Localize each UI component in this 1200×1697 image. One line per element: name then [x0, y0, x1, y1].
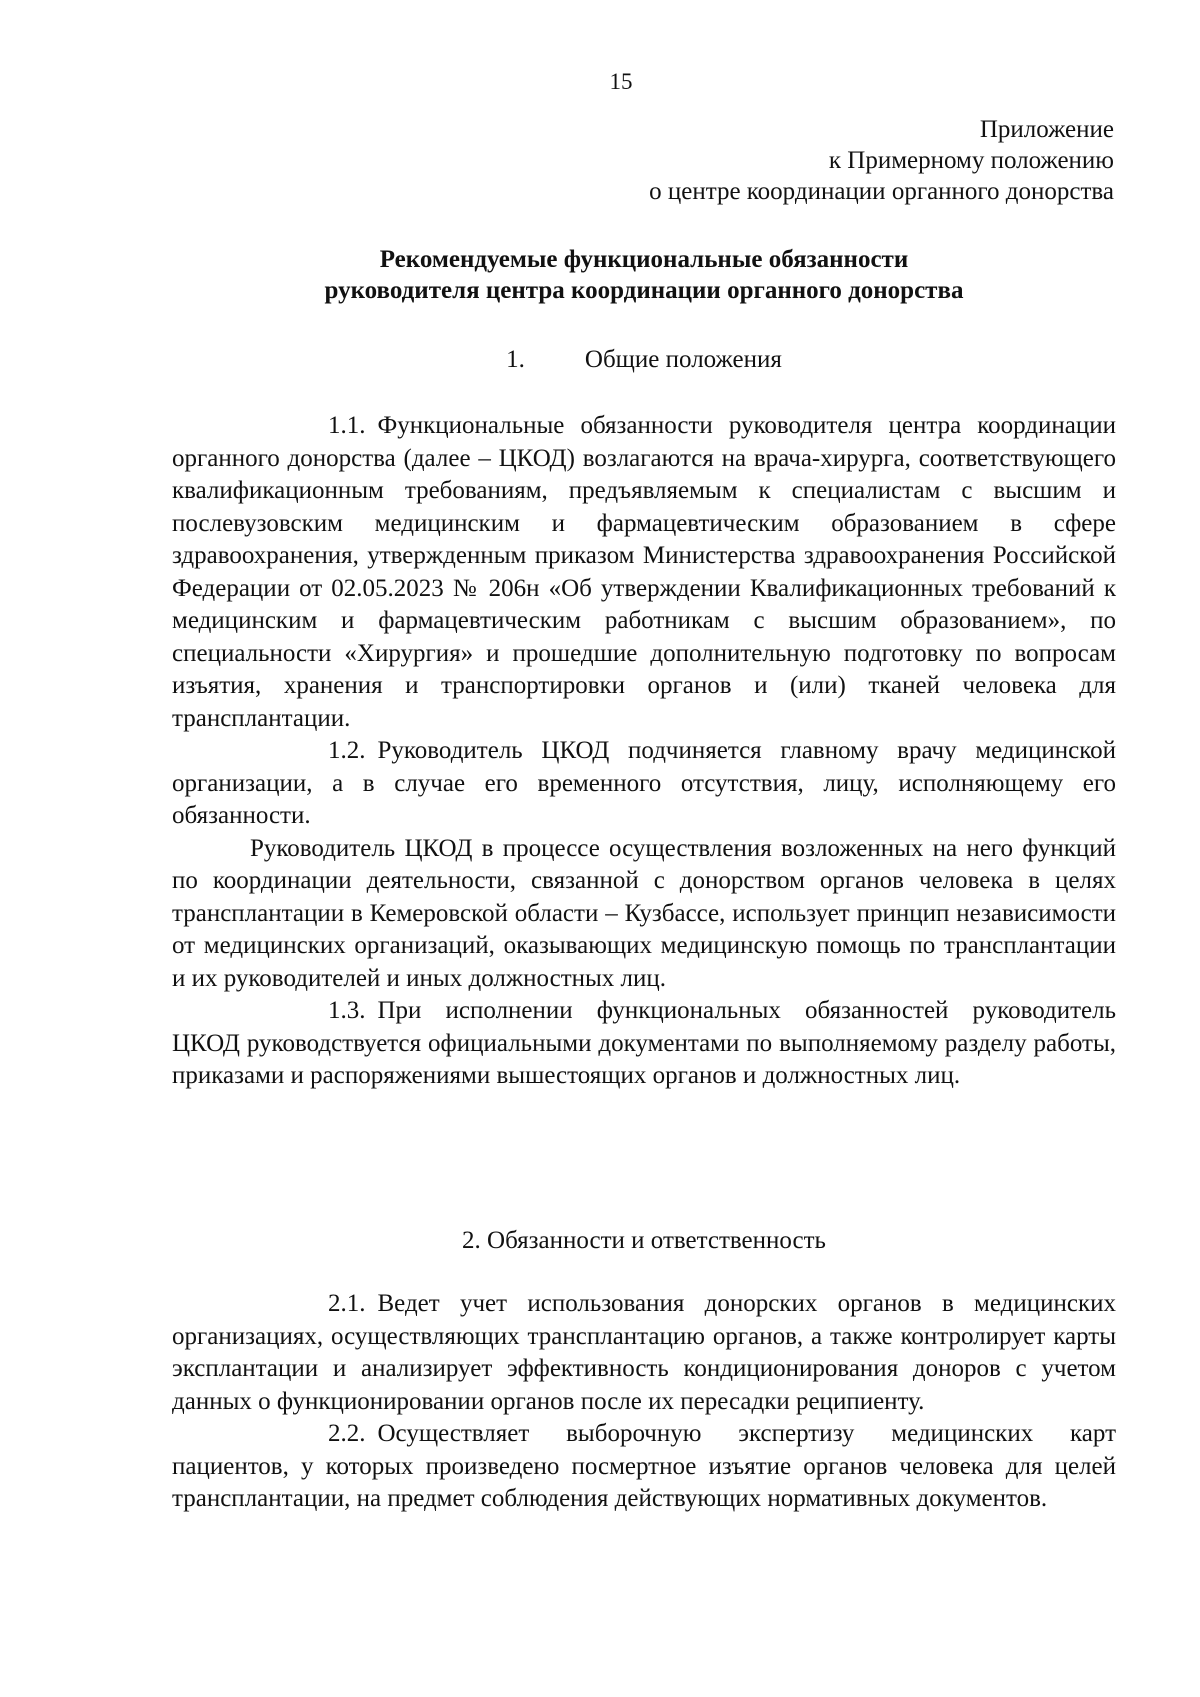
paragraph-number: 1.2. — [328, 737, 366, 764]
appendix-line-2: к Примерному положению — [828, 147, 1114, 174]
paragraph-text: Осуществляет выборочную экспертизу медицинских карт пациентов, у которых произведено посмертное изъятие органов человека для целей трансплантации, на предмет соблюдения действующих нормативных документов. — [172, 1420, 1116, 1512]
appendix-reference — [649, 114, 1114, 207]
paragraph-text: Ведет учет использования донорских органов в медицинских организациях, осуществляющих трансплантацию органов, а также контролирует карты эксплантации и анализирует эффективность кондиционирования доноров с учетом данных о функционировании органов после их пересадки реципиенту. — [172, 1290, 1116, 1415]
section-1-body — [172, 410, 1116, 1093]
title-line-2: руководителя центра координации органного донорства — [324, 277, 964, 304]
section-2-heading: 2. Обязанности и ответственность — [462, 1227, 826, 1254]
paragraph-1-2-continued — [172, 833, 1116, 996]
paragraph-text: При исполнении функциональных обязанностей руководитель ЦКОД руководствуется официальными документами по выполняемому разделу работы, приказами и распоряжениями вышестоящих органов и должностных лиц. — [172, 997, 1116, 1089]
appendix-line-3: о центре координации органного донорства — [649, 178, 1114, 205]
section-1-heading — [172, 344, 1116, 375]
appendix-line-1: Приложение — [979, 116, 1114, 143]
paragraph-1-3 — [172, 995, 1116, 1093]
paragraph-text: Руководитель ЦКОД подчиняется главному врачу медицинской организации, а в случае его временного отсутствия, лицу, исполняющему его обязанности. — [172, 737, 1116, 829]
paragraph-number: 1.3. — [328, 997, 366, 1024]
title-line-1: Рекомендуемые функциональные обязанности — [379, 246, 909, 273]
paragraph-number: 1.1. — [328, 412, 366, 439]
section-1-title: Общие положения — [584, 346, 782, 373]
paragraph-2-2 — [172, 1418, 1116, 1516]
document-title — [172, 244, 1116, 306]
paragraph-text: Функциональные обязанности руководителя центра координации органного донорства (далее – ЦКОД) возлагаются на врача-хирурга, соответствующего квалификационным требованиям, предъявляемым к специалистам с высшим и послевузовским медицинским и фармацевтическим образованием в сфере здравоохранения, утвержденным приказом Министерства здравоохранения Российской Федерации от 02.05.2023 № 206н «Об утверждении Квалификационных требований к медицинским и фармацевтическим работникам с высшим образованием», по специальности «Хирургия» и прошедшие дополнительную подготовку по вопросам изъятия, хранения и транспортировки органов и (или) тканей человека для трансплантации. — [172, 412, 1116, 732]
paragraph-number: 2.2. — [328, 1420, 366, 1447]
paragraph-1-2 — [172, 735, 1116, 833]
page-number: 15 — [609, 69, 633, 94]
section-1-number: 1. — [506, 346, 525, 373]
paragraph-2-1 — [172, 1288, 1116, 1418]
paragraph-1-1 — [172, 410, 1116, 735]
section-2-body — [172, 1288, 1116, 1516]
paragraph-text: Руководитель ЦКОД в процессе осуществления возложенных на него функций по координации деятельности, связанной с донорством органов человека в целях трансплантации в Кемеровской области – Кузбассе, использует принцип независимости от медицинских организаций, оказывающих медицинскую помощь по трансплантации и их руководителей и иных должностных лиц. — [172, 834, 1116, 992]
paragraph-number: 2.1. — [328, 1290, 366, 1317]
